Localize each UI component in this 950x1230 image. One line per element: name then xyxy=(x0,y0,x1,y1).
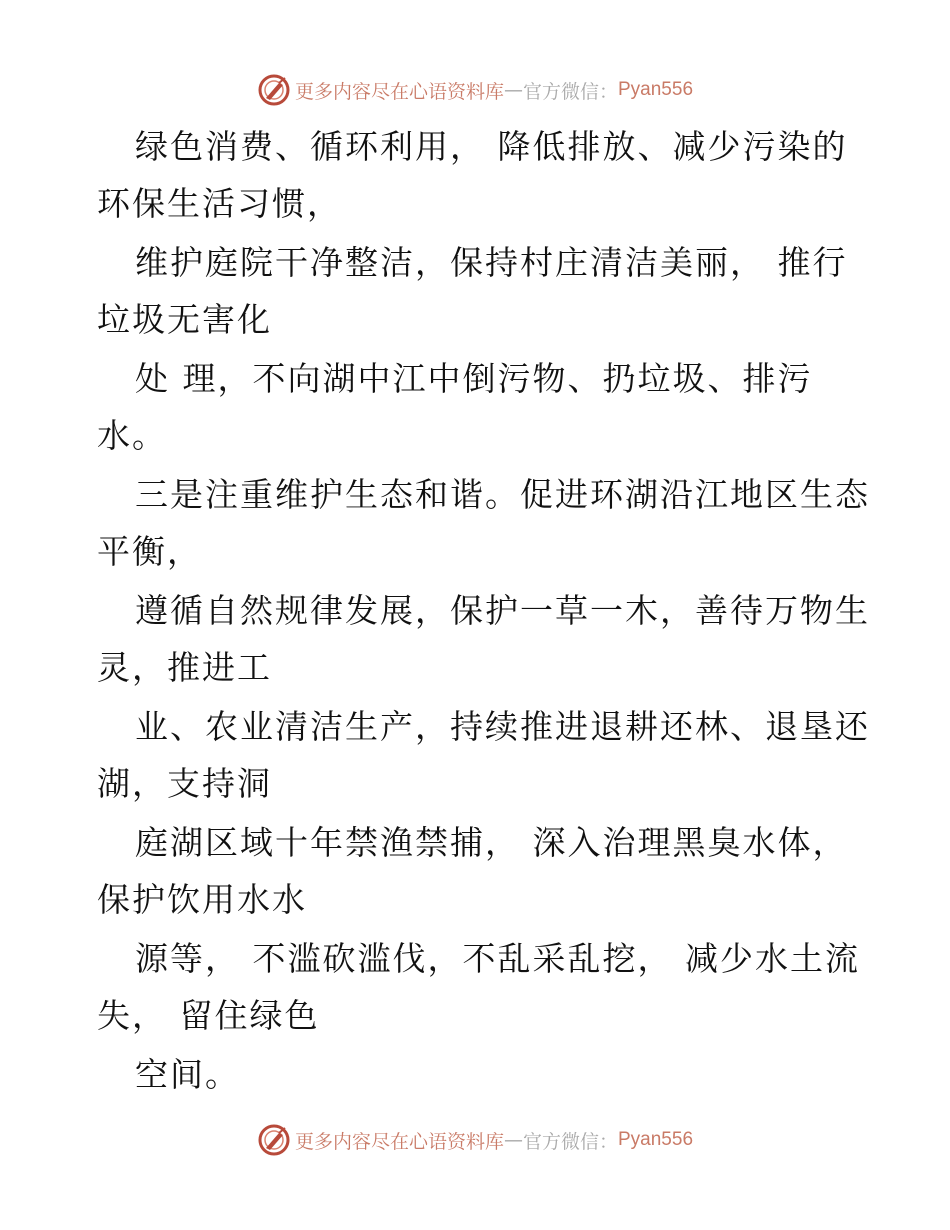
watermark-site-text: 更多内容尽在心语资料库 xyxy=(294,80,504,103)
text-line: 绿色消费、循环利用， 降低排放、减少污染的 xyxy=(135,127,848,166)
watermark-wechat-label: 官方微信： xyxy=(522,1130,618,1153)
text-line: 源等， 不滥砍滥伐，不乱采乱挖， 减少水土流 xyxy=(135,939,860,978)
text-line: 处 理，不向湖中江中倒污物、扔垃圾、排污 xyxy=(135,359,813,398)
text-line: 平衡， xyxy=(97,532,202,571)
watermark-site-text: 更多内容尽在心语资料库 xyxy=(294,1130,504,1153)
watermark-wechat-id: Pyan556 xyxy=(618,1129,694,1150)
watermark-dash: — xyxy=(503,79,523,101)
header-watermark xyxy=(0,70,950,110)
text-line: 遵循自然规律发展，保护一草一木，善待万物生 xyxy=(135,591,870,630)
footer-watermark xyxy=(0,1120,950,1160)
feather-pen-logo-icon xyxy=(257,73,291,107)
text-line: 垃圾无害化 xyxy=(97,300,272,339)
feather-pen-logo-icon xyxy=(257,1123,291,1157)
text-line: 保护饮用水水 xyxy=(97,880,307,919)
text-line: 庭湖区域十年禁渔禁捕， 深入治理黑臭水体， xyxy=(135,823,848,862)
text-line: 业、农业清洁生产，持续推进退耕还林、退垦还 xyxy=(135,707,870,746)
text-line: 水。 xyxy=(97,416,167,455)
text-line: 失， 留住绿色 xyxy=(97,996,320,1035)
watermark-wechat-label: 官方微信： xyxy=(522,80,618,103)
text-line: 环保生活习惯， xyxy=(97,184,342,223)
text-line: 空间。 xyxy=(135,1055,240,1094)
text-line: 灵，推进工 xyxy=(97,648,272,687)
watermark-wechat-id: Pyan556 xyxy=(618,79,694,100)
text-line: 维护庭院干净整洁，保持村庄清洁美丽， 推行 xyxy=(135,243,848,282)
text-line: 三是注重维护生态和谐。促进环湖沿江地区生态 xyxy=(135,475,870,514)
watermark-dash: — xyxy=(503,1129,523,1151)
text-line: 湖，支持洞 xyxy=(97,764,272,803)
